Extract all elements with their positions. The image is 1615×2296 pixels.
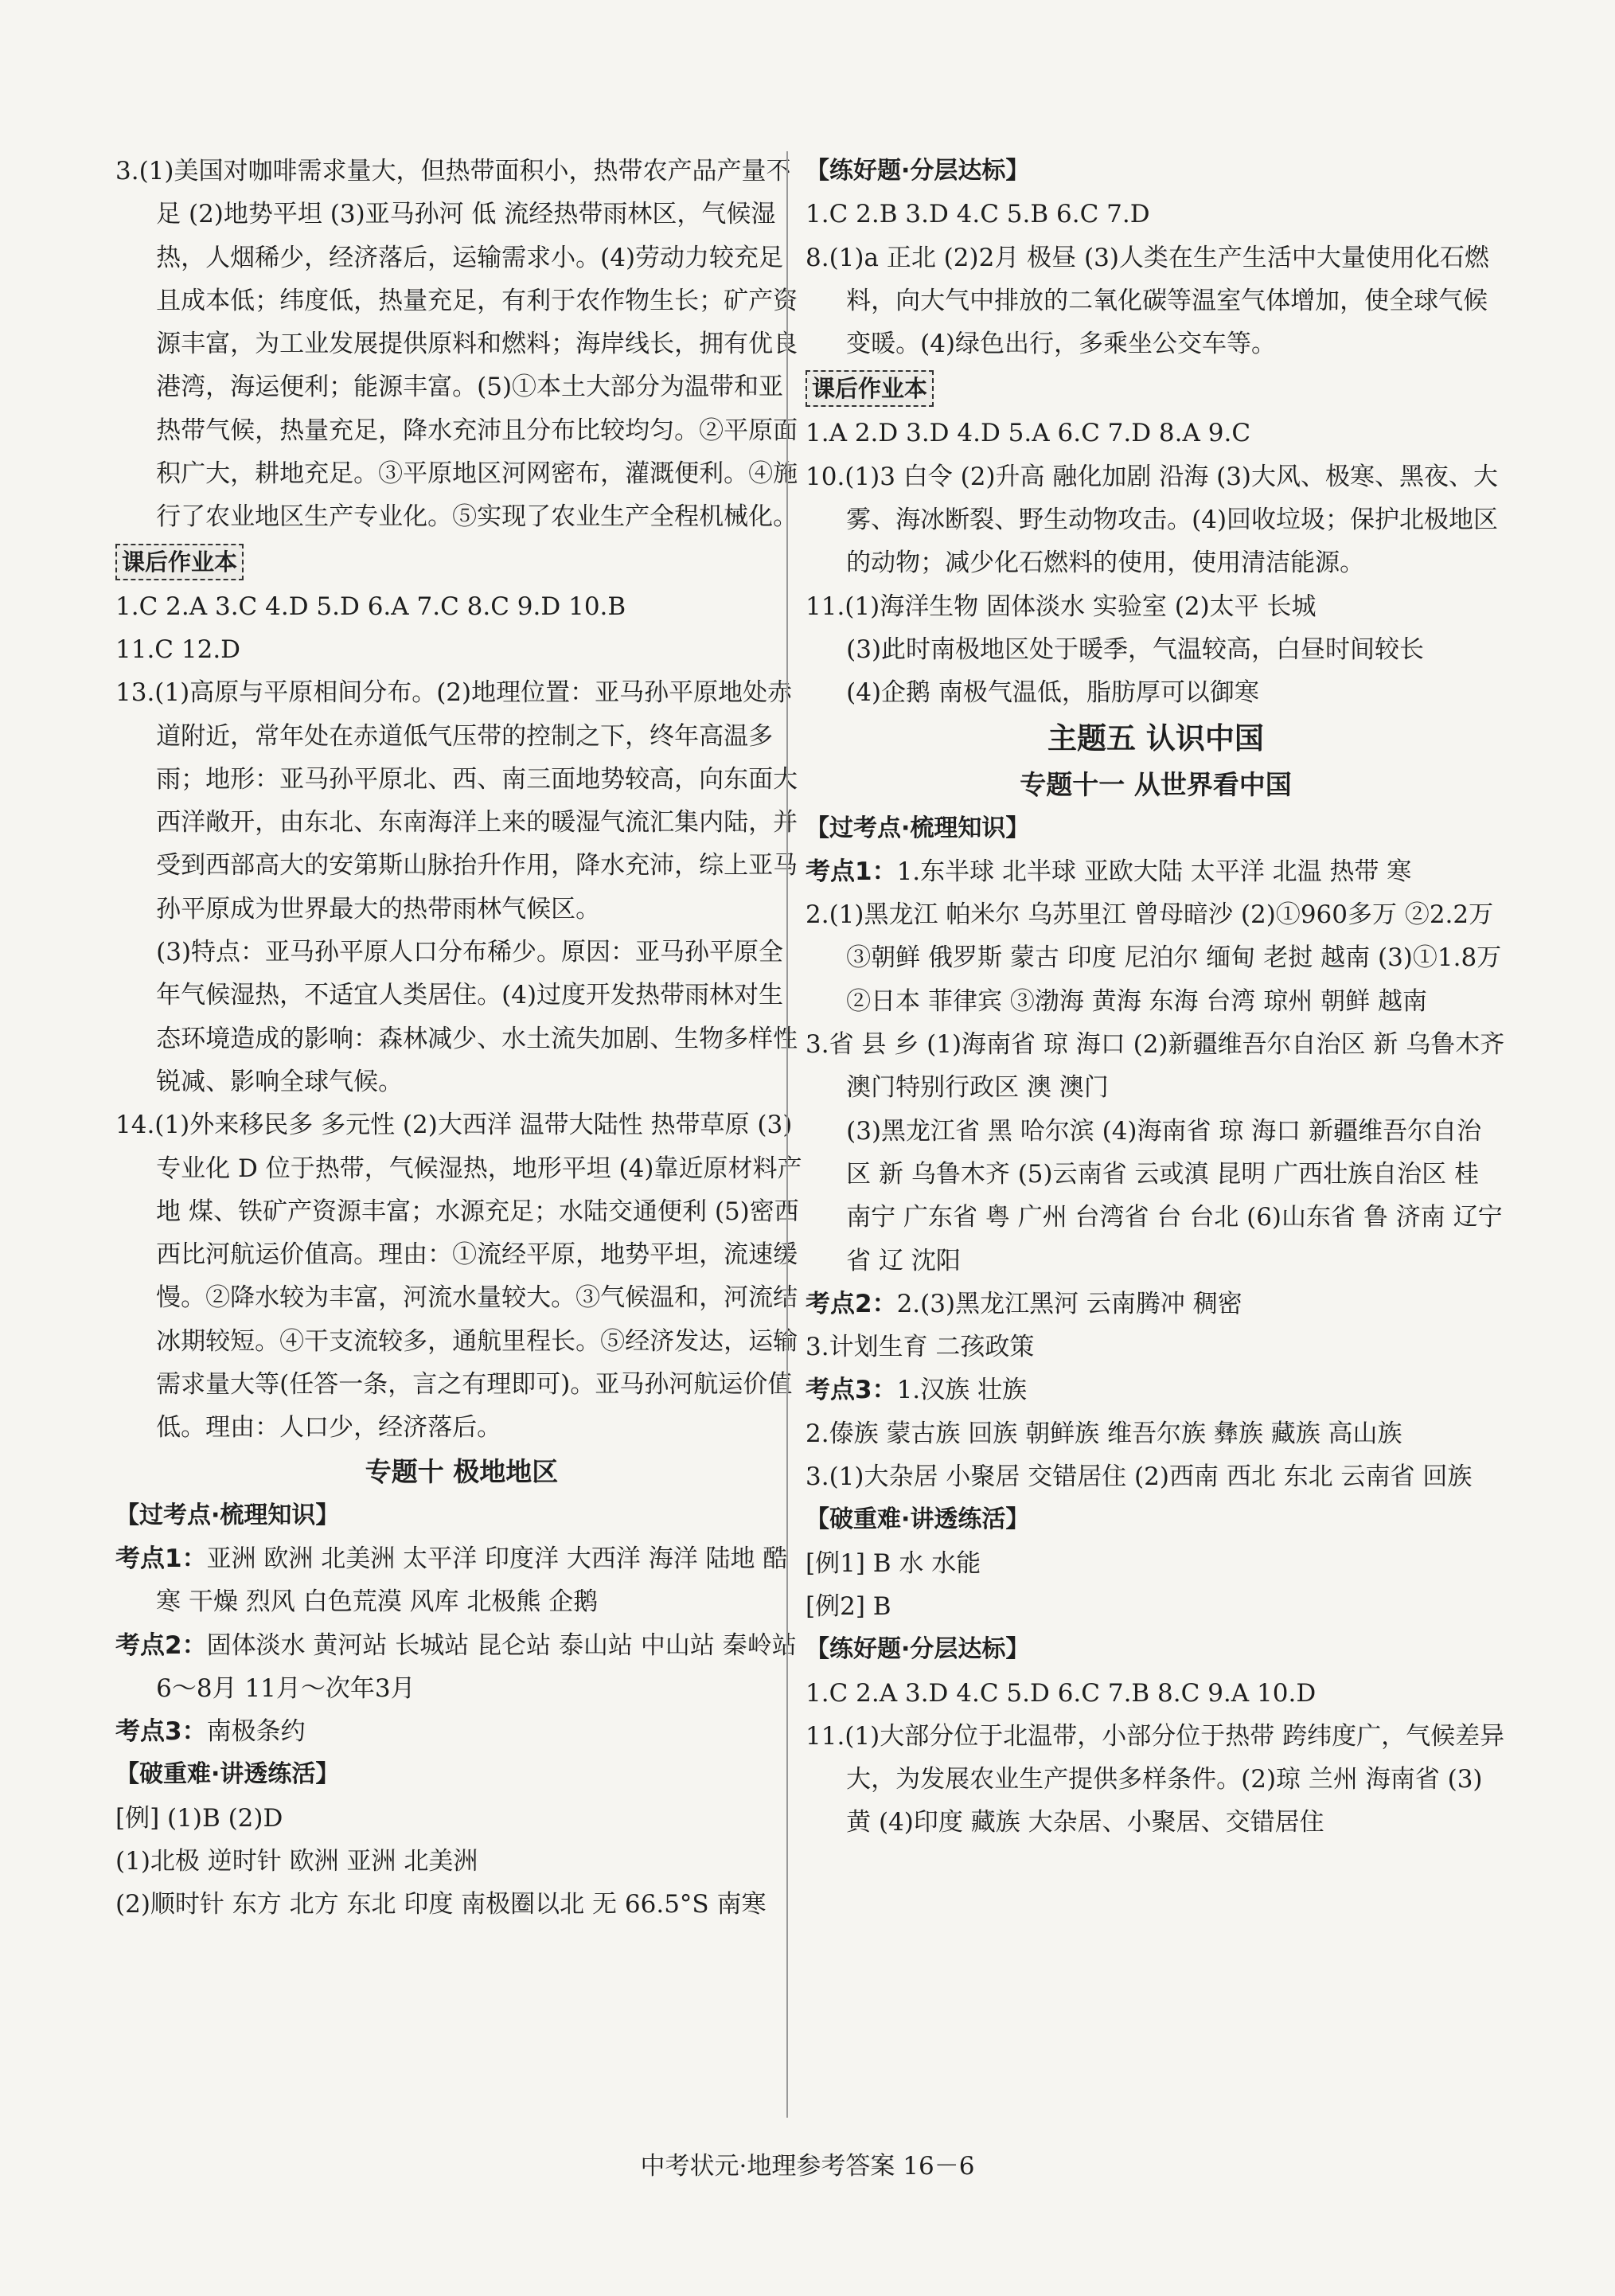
- point-r2: [806, 1283, 1506, 1326]
- point-1: [115, 1537, 808, 1624]
- answer-r8: 8.(1)a 正北 (2)2月 极昼 (3)人类在生产生活中大量使用化石燃料，向大气中排放的二氧化碳等温室气体增加，使全球气候变暖。(4)绿色出行，多乘坐公交车等。: [806, 243, 1489, 359]
- answer-f2: 11.(1)大部分位于北温带，小部分位于热带 跨纬度广，气候差异大，为发展农业生产提供多样条件。(2)琼 兰州 海南省 (3)黄 (4)印度 藏族 大杂居、小聚居、交错居住: [806, 1721, 1505, 1837]
- point-1-text: 亚洲 欧洲 北美洲 太平洋 印度洋 大西洋 海洋 陆地 酷寒 干燥 烈风 白色荒漠 风库 北极熊 企鹅: [156, 1544, 788, 1617]
- example-1: [例1] B 水 水能: [806, 1548, 981, 1578]
- column-divider: [786, 151, 788, 2118]
- section-difficult-right: 【破重难·讲透练活】: [806, 1505, 1030, 1534]
- answer-c2: 2.(1)黑龙江 帕米尔 乌苏里江 曾母暗沙 (2)①960多万 ②2.2万 ③朝鲜 俄罗斯 蒙古 印度 尼泊尔 缅甸 老挝 越南 (3)①1.8万 ②日本 菲律宾 ③渤海 黄海 东海 台湾 琼州 朝鲜 越南: [806, 900, 1502, 1016]
- point-r3: [806, 1369, 1506, 1412]
- answer-f1: 1.C 2.A 3.D 4.C 5.D 6.C 7.B 8.C 9.A 10.D: [806, 1678, 1317, 1708]
- answer-c5: 2.傣族 蒙古族 回族 朝鲜族 维吾尔族 彝族 藏族 高山族: [806, 1419, 1402, 1448]
- answer-r11-b: (3)此时南极地区处于暖季，气温较高，白昼时间较长: [846, 635, 1425, 664]
- answer-c6: 3.(1)大杂居 小聚居 交错居住 (2)西南 西北 东北 云南省 回族: [806, 1462, 1473, 1492]
- point-r3-label: 考点3：: [806, 1376, 897, 1405]
- section-knowledge: 【过考点·梳理知识】: [115, 1501, 340, 1529]
- point-r1: [806, 850, 1506, 893]
- answer-c3-b: (3)黑龙江省 黑 哈尔滨 (4)海南省 琼 海口 新疆维吾尔自治区 新 乌鲁木齐 (5)云南省 云或滇 昆明 广西壮族自治区 桂 南宁 广东省 粤 广州 台湾省 台 台北 (6)山东省 鲁 济南 辽宁省 辽 沈阳: [846, 1116, 1503, 1275]
- section-practice-right: 【练好题·分层达标】: [806, 1635, 1030, 1664]
- point-r2-label: 考点2：: [806, 1289, 897, 1318]
- point-3-text: 南极条约: [206, 1717, 306, 1747]
- section-knowledge-right: 【过考点·梳理知识】: [806, 814, 1030, 842]
- answer-r10: 10.(1)3 白令 (2)升高 融化加剧 沿海 (3)大风、极寒、黑夜、大雾、海冰断裂、野生动物攻击。(4)回收垃圾；保护北极地区的动物；减少化石燃料的使用，使用清洁能源。: [806, 462, 1499, 578]
- point-2: [115, 1624, 808, 1711]
- answer-mc-1: 1.C 2.A 3.C 4.D 5.D 6.A 7.C 8.C 9.D 10.B: [115, 592, 626, 621]
- answer-r11: 11.(1)海洋生物 固体淡水 实验室 (2)太平 长城: [806, 592, 1317, 621]
- point-r2-text: 2.(3)黑龙江黑河 云南腾冲 稠密: [896, 1289, 1242, 1318]
- topic-10-title: 专题十 极地地区: [365, 1455, 559, 1487]
- topic-11-title: 专题十一 从世界看中国: [1020, 768, 1292, 800]
- answer-q3: 3.(1)美国对咖啡需求量大，但热带面积小，热带农产品产量不足 (2)地势平坦 (3)亚马孙河 低 流经热带雨林区，气候湿热，人烟稀少，经济落后，运输需求小。(4)劳动力较充足且成本低；纬度低，热量充足，有利于农作物生长；矿产资源丰富，为工业发展提供原料和燃料；海岸线长，拥有优良港湾，海运便利；能源丰富。(5)①本土大部分为温带和亚热带气候，热量充足，降水充沛且分布比较均匀。②平原面积广大，耕地充足。③平原地区河网密布，灌溉便利。④施行了农业地区生产专业化。⑤实现了农业生产全程机械化。: [115, 157, 798, 532]
- answer-mc-2: 11.C 12.D: [115, 635, 241, 664]
- point-3-label: 考点3：: [115, 1717, 207, 1747]
- answer-q14: 14.(1)外来移民多 多元性 (2)大西洋 温带大陆性 热带草原 (3)专业化 D 位于热带，气候湿热，地形平坦 (4)靠近原材料产地 煤、铁矿产资源丰富；水源充足；水陆交通便利 (5)密西西比河航运价值高。理由：①流经平原，地势平坦，流速缓慢。②降水较为丰富，河流水量较大。③气候温和，河流结冰期较短。④干支流较多，通航里程长。⑤经济发达，运输需求量大等(任答一条，言之有理即可)。亚马孙河航运价值低。理由：人口少，经济落后。: [115, 1111, 802, 1443]
- homework-heading: 课后作业本: [115, 544, 244, 580]
- homework-heading-right: 课后作业本: [806, 370, 934, 407]
- answer-c4: 3.计划生育 二孩政策: [806, 1333, 1035, 1362]
- answer-r-mc: 1.A 2.D 3.D 4.D 5.A 6.C 7.D 8.A 9.C: [806, 419, 1251, 448]
- answer-r11-c: (4)企鹅 南极气温低，脂肪厚可以御寒: [846, 678, 1259, 708]
- left-column: [115, 150, 808, 1927]
- answer-c3: 3.省 县 乡 (1)海南省 琼 海口 (2)新疆维吾尔自治区 新 乌鲁木齐 澳门特别行政区 澳 澳门: [806, 1030, 1505, 1103]
- theme-5-title: 主题五 认识中国: [1047, 720, 1264, 756]
- example: [例] (1)B (2)D: [115, 1803, 283, 1833]
- example-2: [例2] B: [806, 1591, 891, 1621]
- point-1-label: 考点1：: [115, 1544, 207, 1573]
- right-column: [806, 150, 1506, 1845]
- answer-q13: 13.(1)高原与平原相间分布。(2)地理位置：亚马孙平原地处赤道附近，常年处在赤道低气压带的控制之下，终年高温多雨；地形：亚马孙平原北、西、南三面地势较高，向东面大西洋敞开，由东北、东南海洋上来的暖湿气流汇集内陆，并受到西部高大的安第斯山脉抬升作用，降水充沛，综上亚马孙平原成为世界最大的热带雨林气候区。: [115, 678, 798, 923]
- section-difficult: 【破重难·讲透练活】: [115, 1760, 340, 1789]
- point-r1-label: 考点1：: [806, 857, 897, 886]
- point-3: [115, 1710, 808, 1753]
- example-a2: (2)顺时针 东方 北方 东北 印度 南极圈以北 无 66.5°S 南寒: [115, 1890, 767, 1919]
- section-practice: 【练好题·分层达标】: [806, 157, 1030, 185]
- answer-r1: 1.C 2.B 3.D 4.C 5.B 6.C 7.D: [806, 200, 1150, 229]
- point-2-label: 考点2：: [115, 1630, 207, 1660]
- point-r3-text: 1.汉族 壮族: [896, 1376, 1028, 1405]
- answer-q13-b: (3)特点：亚马孙平原人口分布稀少。原因：亚马孙平原全年气候湿热，不适宜人类居住。(4)过度开发热带雨林对生态环境造成的影响：森林减少、水土流失加剧、生物多样性锐减、影响全球气候。: [156, 938, 798, 1096]
- point-r1-text: 1.东半球 北半球 亚欧大陆 太平洋 北温 热带 寒: [896, 857, 1412, 886]
- point-2-text: 固体淡水 黄河站 长城站 昆仑站 泰山站 中山站 秦岭站 6～8月 11月～次年3月: [156, 1630, 797, 1703]
- example-a1: (1)北极 逆时针 欧洲 亚洲 北美洲: [115, 1846, 478, 1876]
- page-footer: 中考状元·地理参考答案 16－6: [640, 2152, 975, 2181]
